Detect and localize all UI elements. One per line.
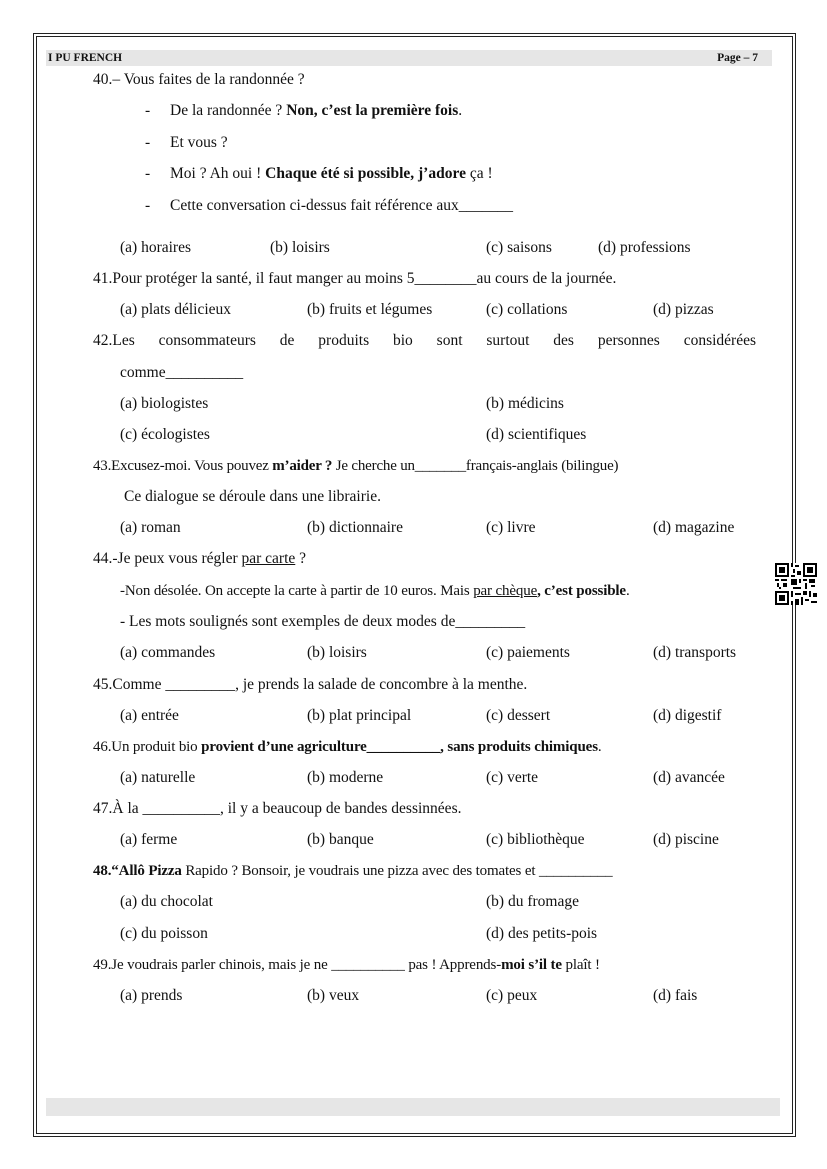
q46-option-a: (a) naturelle [120,769,196,786]
q44-line-3: - Les mots soulignés sont exemples de deux modes de_________ [120,613,526,630]
q47-option-d: (d) piscine [653,831,719,848]
q47-option-c: (c) bibliothèque [486,831,585,848]
q40-option-b: (b) loisirs [270,239,330,256]
q46-option-b: (b) moderne [307,769,384,786]
q42-option-a: (a) biologistes [120,395,209,412]
q45-stem: 45.Comme _________, je prends la salade de concombre à la menthe. [93,676,528,693]
q44-option-a: (a) commandes [120,644,216,661]
q46-option-c: (c) verte [486,769,539,786]
q48-option-a: (a) du chocolat [120,893,213,910]
q41-option-c: (c) collations [486,301,568,318]
q49-option-b: (b) veux [307,987,360,1004]
q45-option-c: (c) dessert [486,707,551,724]
q47-stem: 47.À la __________, il y a beaucoup de bandes dessinnées. [93,800,462,817]
q48-option-b: (b) du fromage [486,893,579,910]
q46-stem: 46.Un produit bio provient d’une agriculture__________, sans produits chimiques. [93,739,602,755]
q42-stem-line-2: comme__________ [120,364,244,381]
q42-option-d: (d) scientifiques [486,426,587,443]
q40-option-c: (c) saisons [486,239,552,256]
q43-option-c: (c) livre [486,519,536,536]
qr-code-icon [775,563,817,605]
q43-context: Ce dialogue se déroule dans une librairie. [124,488,381,505]
q42-stem-line-1: 42.Les consommateurs de produits bio sont surtout des personnes considérées [93,332,756,349]
q43-stem: 43.Excusez-moi. Vous pouvez m’aider ? Je cherche un_______français-anglais (bilingue) [93,458,619,474]
q40-option-a: (a) horaires [120,239,191,256]
q42-option-b: (b) médicins [486,395,564,412]
page-header [46,50,772,66]
q48-option-d: (d) des petits-pois [486,925,598,942]
q40-bullet: - [145,197,151,214]
q49-stem: 49.Je voudrais parler chinois, mais je ne __________ pas ! Apprends-moi s’il te plaît ! [93,957,600,973]
q44-option-c: (c) paiements [486,644,570,661]
q48-stem: 48.“Allô Pizza Rapido ? Bonsoir, je voudrais une pizza avec des tomates et __________ [93,863,613,879]
q44-option-b: (b) loisirs [307,644,367,661]
q43-option-b: (b) dictionnaire [307,519,403,536]
q41-option-d: (d) pizzas [653,301,714,318]
q43-option-a: (a) roman [120,519,181,536]
q40-bullet: - [145,134,151,151]
q49-option-c: (c) peux [486,987,538,1004]
q40-bullet: - [145,165,151,182]
q44-line-2: -Non désolée. On accepte la carte à partir de 10 euros. Mais par chèque, c’est possible. [120,583,630,599]
q46-option-d: (d) avancée [653,769,725,786]
header-page-number: Page – 7 [717,52,758,64]
q44-option-d: (d) transports [653,644,737,661]
q47-option-a: (a) ferme [120,831,178,848]
q40-line-1: De la randonnée ? Non, c’est la première fois. [170,102,463,119]
q47-option-b: (b) banque [307,831,374,848]
q40-bullet: - [145,102,151,119]
page-footer [46,1098,780,1116]
q40-line-3: Moi ? Ah oui ! Chaque été si possible, j’adore ça ! [170,165,493,182]
q41-option-b: (b) fruits et légumes [307,301,433,318]
q41-option-a: (a) plats délicieux [120,301,232,318]
q45-option-b: (b) plat principal [307,707,412,724]
header-subject: I PU FRENCH [48,52,123,64]
q40-line-2: Et vous ? [170,134,228,151]
q40-line-4: Cette conversation ci-dessus fait référence aux_______ [170,197,514,214]
q41-stem: 41.Pour protéger la santé, il faut manger au moins 5________au cours de la journée. [93,270,617,287]
q45-option-a: (a) entrée [120,707,179,724]
q43-option-d: (d) magazine [653,519,735,536]
q49-option-d: (d) fais [653,987,698,1004]
q40-option-d: (d) professions [598,239,691,256]
q40-stem: 40.– Vous faites de la randonnée ? [93,71,305,88]
q45-option-d: (d) digestif [653,707,722,724]
q44-line-1: 44.-Je peux vous régler par carte ? [93,550,307,567]
q48-option-c: (c) du poisson [120,925,208,942]
q42-option-c: (c) écologistes [120,426,210,443]
q49-option-a: (a) prends [120,987,183,1004]
